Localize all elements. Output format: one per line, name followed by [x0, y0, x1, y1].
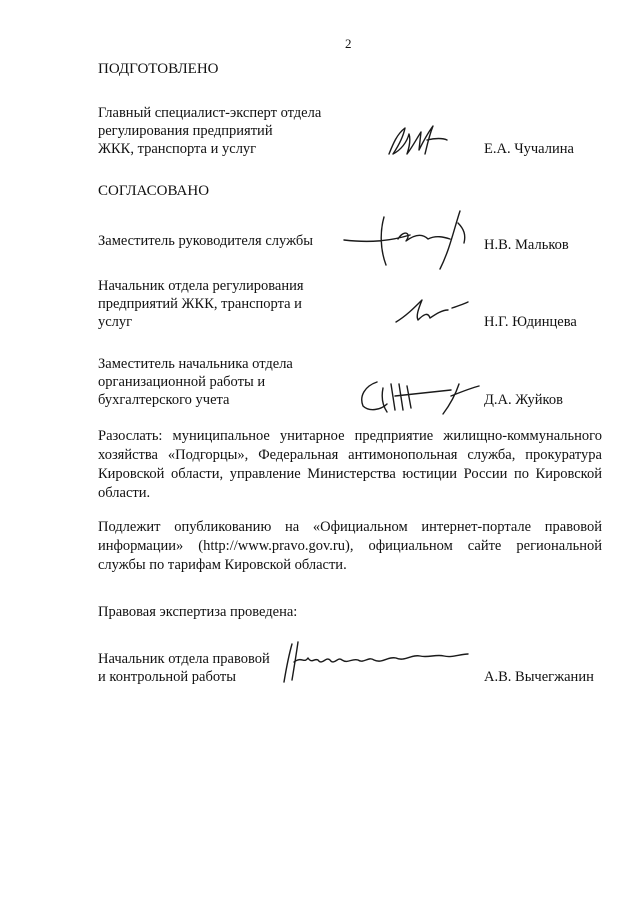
- legal-review-position-line: и контрольной работы: [98, 669, 236, 685]
- signer-position-line: Заместитель начальника отдела: [98, 356, 293, 372]
- signer-position-line: предприятий ЖКК, транспорта и: [98, 296, 302, 312]
- prepared-name: Е.А. Чучалина: [484, 141, 574, 157]
- signer-name: Н.Г. Юдинцева: [484, 314, 577, 330]
- prepared-position-line: Главный специалист-эксперт отдела: [98, 105, 322, 121]
- approved-heading: СОГЛАСОВАНО: [98, 183, 210, 199]
- signature-yudintseva: [392, 296, 472, 328]
- prepared-position-line: регулирования предприятий: [98, 123, 273, 139]
- signer-name: Н.В. Мальков: [484, 237, 569, 253]
- signer-position-line: бухгалтерского учета: [98, 392, 230, 408]
- signer-position-line: организационной работы и: [98, 374, 266, 390]
- publication-paragraph: Подлежит опубликованию на «Официальном интернет-портале правовой информации» (http://www.pravo.gov.ru), официальном сайте региональной службы по тарифам Кировской области.: [98, 519, 602, 573]
- signer-position-line: Начальник отдела регулирования: [98, 278, 304, 294]
- prepared-position-line: ЖКК, транспорта и услуг: [98, 141, 257, 157]
- page-number: 2: [345, 36, 352, 51]
- distribution-paragraph: Разослать: муниципальное унитарное предприятие жилищно-коммунального хозяйства «Подгорцы», Федеральная антимонопольная служба, прокуратура Кировской области, управление Министерства юстиции России по Кировской области.: [98, 428, 602, 501]
- signature-vychegzhanin: [278, 636, 473, 686]
- signer-name: Д.А. Жуйков: [484, 392, 563, 408]
- legal-review-name: А.В. Вычегжанин: [484, 669, 594, 685]
- signature-chuchalina: [385, 120, 455, 162]
- signature-zhuikov: [355, 374, 485, 419]
- signer-position-line: Заместитель руководителя службы: [98, 233, 314, 249]
- legal-review-statement: Правовая экспертиза проведена:: [98, 604, 298, 620]
- prepared-heading: ПОДГОТОВЛЕНО: [98, 61, 219, 77]
- signature-malkov: [340, 205, 490, 275]
- legal-review-position-line: Начальник отдела правовой: [98, 651, 270, 667]
- signer-position-line: услуг: [98, 314, 133, 330]
